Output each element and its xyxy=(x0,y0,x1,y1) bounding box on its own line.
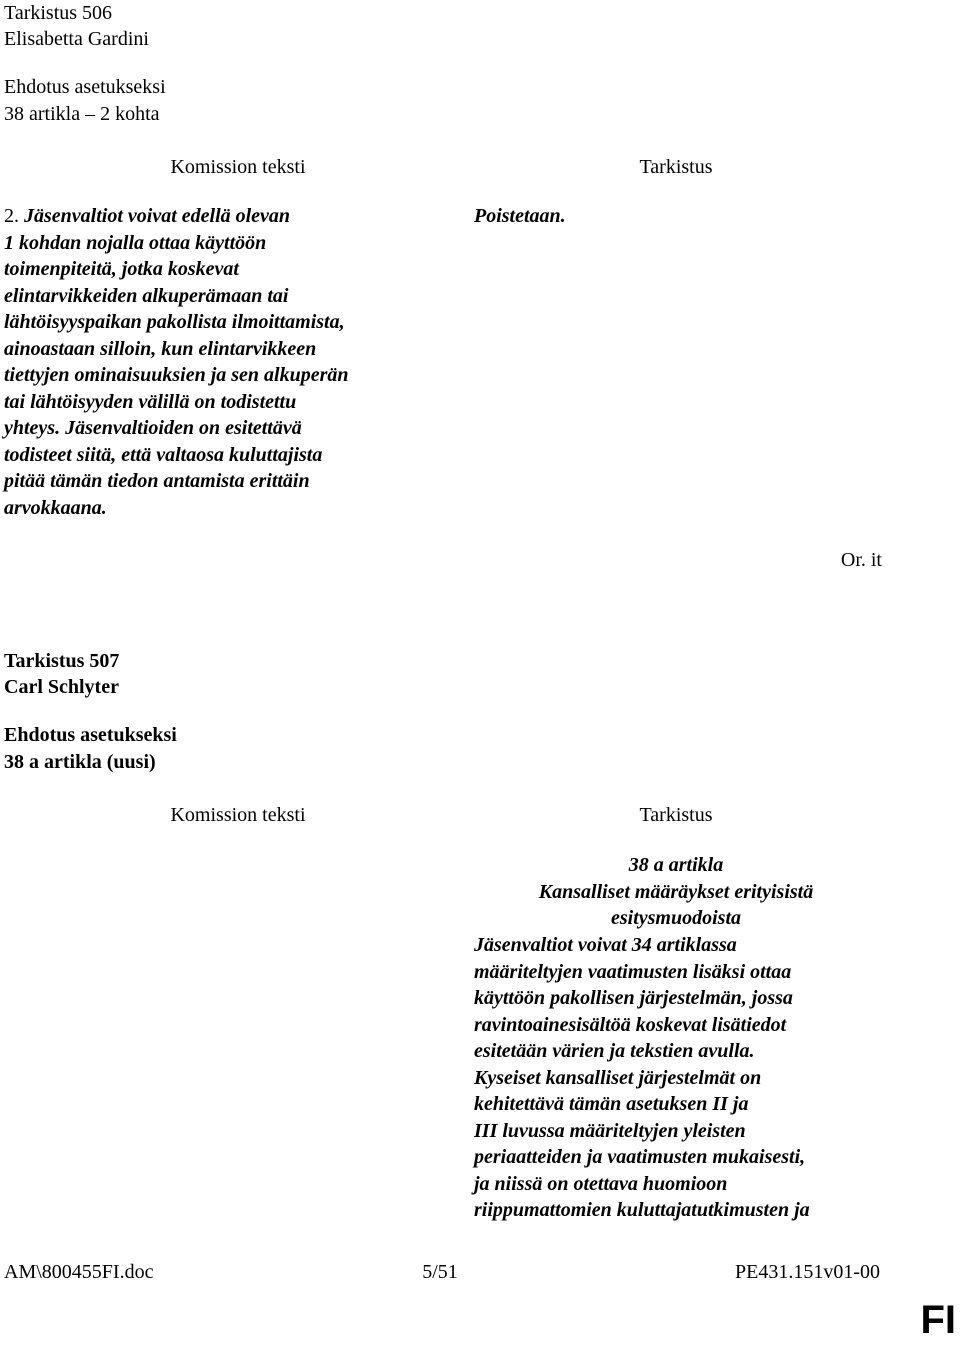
amendment-507-title xyxy=(4,648,119,675)
amendment-text-line: III luvussa määriteltyjen yleisten xyxy=(474,1119,746,1142)
article-heading-line: esitysmuodoista xyxy=(610,907,741,929)
amendment-507-left-column-header: Komission teksti xyxy=(170,804,306,826)
amendment-506-article: 38 artikla – 2 kohta xyxy=(4,103,160,125)
amendment-507-proposal: Ehdotus asetukseksi xyxy=(4,724,177,746)
commission-text-line: pitää tämän tiedon antamista erittäin xyxy=(4,470,310,492)
amendment-label: Tarkistus xyxy=(4,650,85,672)
article-heading-line: Kansalliset määräykset erityisistä xyxy=(538,880,814,903)
commission-text-line: arvokkaana. xyxy=(4,496,107,519)
amendment-text-line: Kyseiset kansalliset järjestelmät on xyxy=(474,1066,762,1089)
amendment-506-commission-text xyxy=(4,203,472,521)
amendment-507-right-column-header: Tarkistus xyxy=(639,804,713,826)
amendment-506-title xyxy=(4,0,112,27)
amendment-label: Tarkistus xyxy=(4,2,78,24)
amendment-text-line: esitetään värien ja tekstien avulla. xyxy=(474,1040,755,1062)
amendment-507-author: Carl Schlyter xyxy=(4,676,119,698)
original-language: Or. it xyxy=(840,549,882,571)
commission-text-line: ainoastaan silloin, kun elintarvikkeen xyxy=(4,337,317,360)
amendment-506-proposal: Ehdotus asetukseksi xyxy=(4,76,166,98)
amendment-number: 506 xyxy=(82,2,113,24)
amendment-text-line: riippumattomien kuluttajatutkimusten ja xyxy=(474,1199,810,1221)
amendment-text-line: ja niissä on otettava huomioon xyxy=(474,1172,728,1195)
amendment-number: 507 xyxy=(89,650,120,672)
amendment-506-right-column-header: Tarkistus xyxy=(639,156,713,178)
amendment-text-line: periaatteiden ja vaatimusten mukaisesti, xyxy=(474,1146,806,1168)
footer-pe-reference: PE431.151v01-00 xyxy=(735,1261,880,1283)
amendment-507-article: 38 a artikla (uusi) xyxy=(4,751,156,773)
amendment-506-deletion: Poistetaan. xyxy=(474,205,566,227)
commission-text-line: 1 kohdan nojalla ottaa käyttöön xyxy=(4,231,267,254)
amendment-506-left-column-header: Komission teksti xyxy=(170,156,306,178)
amendment-text-line: käyttöön pakollisen järjestelmän, jossa xyxy=(474,987,793,1009)
amendment-text-line: Jäsenvaltiot voivat 34 artiklassa xyxy=(474,934,737,956)
commission-text-line: todisteet siitä, että valtaosa kuluttajista xyxy=(4,443,323,466)
commission-text-line: tiettyjen ominaisuuksien ja sen alkuperän xyxy=(4,364,349,386)
amendment-507-article-heading xyxy=(474,852,878,932)
footer-page-number: 5/51 xyxy=(422,1261,458,1283)
commission-text-line: tai lähtöisyyden välillä on todistettu xyxy=(4,390,297,413)
footer-doc-reference: AM\800455FI.doc xyxy=(4,1261,154,1283)
language-mark: FI xyxy=(920,1298,956,1342)
amendment-text-line: määriteltyjen vaatimusten lisäksi ottaa xyxy=(474,960,792,983)
amendment-text-line: ravintoainesisältöä koskevat lisätiedot xyxy=(474,1013,787,1036)
commission-text-line: 2. Jäsenvaltiot voivat edellä olevan xyxy=(4,205,291,227)
amendment-506-author: Elisabetta Gardini xyxy=(4,28,149,50)
commission-text-line: toimenpiteitä, jotka koskevat xyxy=(4,258,239,280)
amendment-text-line: kehitettävä tämän asetuksen II ja xyxy=(474,1093,749,1115)
commission-text-line: lähtöisyyspaikan pakollista ilmoittamista, xyxy=(4,311,345,333)
article-heading-line: 38 a artikla xyxy=(628,854,724,876)
amendment-507-amendment-text xyxy=(474,932,914,1224)
commission-text-line: elintarvikkeiden alkuperämaan tai xyxy=(4,284,289,307)
commission-text-line: yhteys. Jäsenvaltioiden on esitettävä xyxy=(4,417,302,439)
